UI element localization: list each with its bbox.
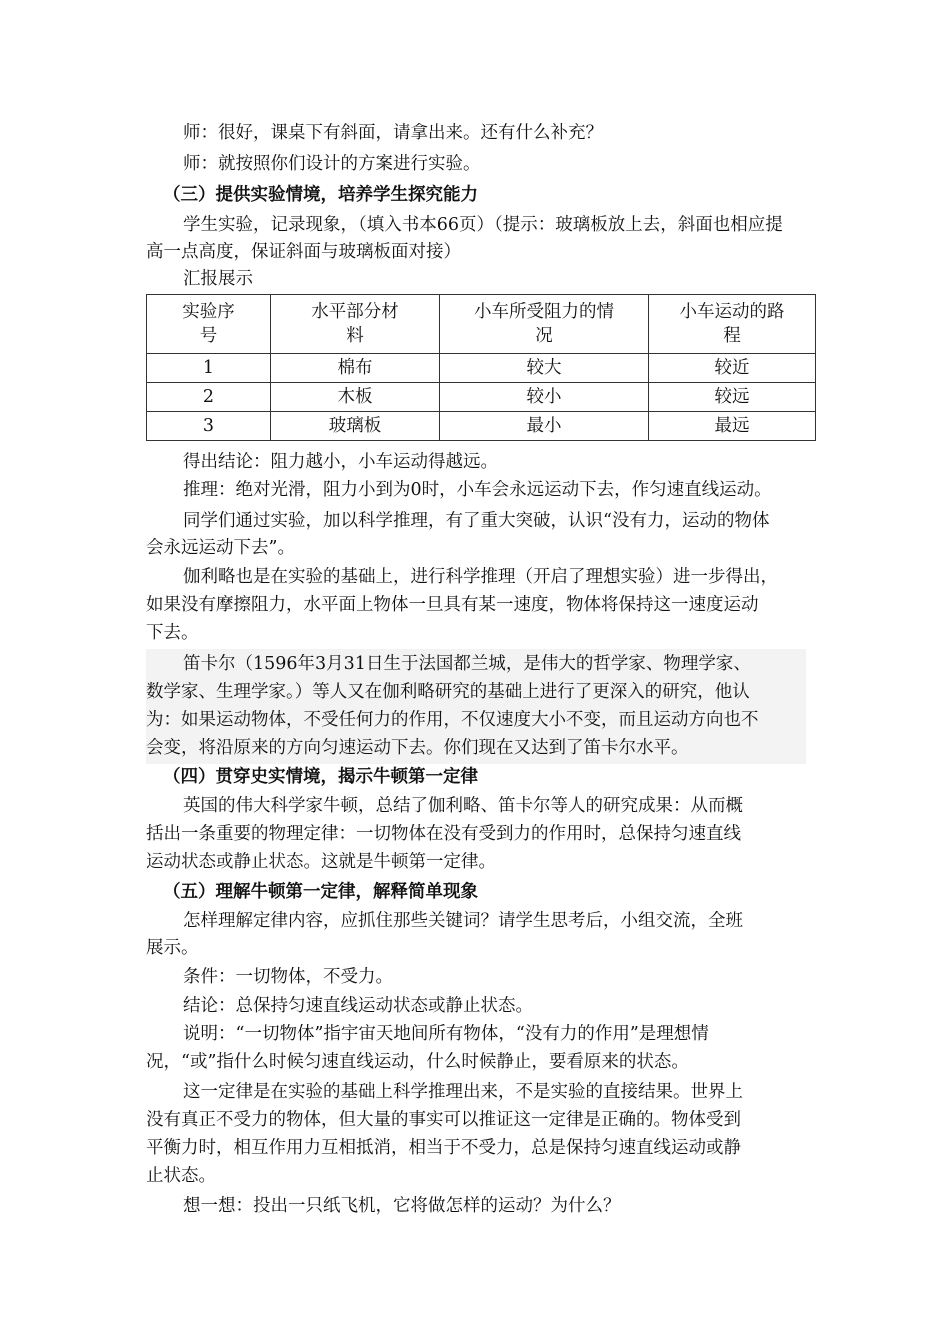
paragraph-newton-line1: 英国的伟大科学家牛顿，总结了伽利略、笛卡尔等人的研究成果：从而概: [183, 796, 743, 816]
paragraph-law-line4: 止状态。: [146, 1166, 216, 1186]
paragraph-conclusion: 得出结论：阻力越小，小车运动得越远。: [183, 452, 498, 472]
paragraph-descartes-line4: 会变，将沿原来的方向匀速运动下去。你们现在又达到了笛卡尔水平。: [146, 738, 689, 758]
table-row: [147, 383, 816, 412]
paragraph-galileo-line1: 伽利略也是在实验的基础上，进行科学推理（开启了理想实验）进一步得出，: [183, 567, 778, 587]
table-header-row: [147, 295, 816, 354]
paragraph-explanation-line1: 说明：“一切物体”指宇宙天地间所有物体，“没有力的作用”是理想情: [183, 1024, 709, 1044]
table-cell: 木板: [271, 383, 440, 412]
paragraph-teacher-instruction: 师：就按照你们设计的方案进行实验。: [183, 154, 481, 174]
paragraph-student-experiment-line2: 高一点高度，保证斜面与玻璃板面对接）: [146, 242, 461, 262]
paragraph-descartes-line1: 笛卡尔（1596年3月31日生于法国都兰城，是伟大的哲学家、物理学家、: [183, 654, 751, 674]
table-cell: 较小: [440, 383, 649, 412]
section-heading-5: （五）理解牛顿第一定律，解释简单现象: [163, 882, 478, 902]
table-row: [147, 412, 816, 441]
table-header-cell: 小车所受阻力的情 况: [440, 295, 649, 354]
paragraph-teacher-remark: 师：很好，课桌下有斜面，请拿出来。还有什么补充？: [183, 123, 603, 143]
table-header-cell: 水平部分材 料: [271, 295, 440, 354]
paragraph-descartes-line3: 为：如果运动物体，不受任何力的作用，不仅速度大小不变，而且运动方向也不: [146, 710, 759, 730]
paragraph-breakthrough-line1: 同学们通过实验，加以科学推理，有了重大突破，认识“没有力，运动的物体: [183, 511, 770, 531]
section-heading-3: （三）提供实验情境，培养学生探究能力: [163, 185, 478, 205]
paragraph-breakthrough-line2: 会永远运动下去”。: [146, 538, 295, 558]
paragraph-law-line3: 平衡力时，相互作用力互相抵消，相当于不受力，总是保持匀速直线运动或静: [146, 1138, 741, 1158]
paragraph-newton-line3: 运动状态或静止状态。这就是牛顿第一定律。: [146, 852, 496, 872]
paragraph-condition: 条件：一切物体，不受力。: [183, 967, 393, 987]
table-header-cell: 小车运动的路 程: [649, 295, 816, 354]
table-cell: 玻璃板: [271, 412, 440, 441]
table-header-cell: 实验序 号: [147, 295, 271, 354]
table-cell: 2: [147, 383, 271, 412]
paragraph-galileo-line3: 下去。: [146, 623, 199, 643]
paragraph-report: 汇报展示: [183, 269, 253, 289]
table-cell: 较大: [440, 354, 649, 383]
paragraph-result: 结论：总保持匀速直线运动状态或静止状态。: [183, 996, 533, 1016]
table-cell: 最远: [649, 412, 816, 441]
table-cell: 3: [147, 412, 271, 441]
section-heading-4: （四）贯穿史实情境，揭示牛顿第一定律: [163, 767, 478, 787]
paragraph-keywords-line2: 展示。: [146, 938, 199, 958]
experiment-table: [146, 294, 816, 441]
paragraph-galileo-line2: 如果没有摩擦阻力，水平面上物体一旦具有某一速度，物体将保持这一速度运动: [146, 595, 759, 615]
table-cell: 最小: [440, 412, 649, 441]
table-row: [147, 354, 816, 383]
table-cell: 较近: [649, 354, 816, 383]
paragraph-law-line2: 没有真正不受力的物体，但大量的事实可以推证这一定律是正确的。物体受到: [146, 1110, 741, 1130]
table-cell: 棉布: [271, 354, 440, 383]
paragraph-newton-line2: 括出一条重要的物理定律：一切物体在没有受到力的作用时，总保持匀速直线: [146, 824, 741, 844]
paragraph-inference: 推理：绝对光滑，阻力小到为0时，小车会永远运动下去，作匀速直线运动。: [183, 480, 772, 500]
table-cell: 较远: [649, 383, 816, 412]
paragraph-think: 想一想：投出一只纸飞机，它将做怎样的运动？为什么？: [183, 1196, 621, 1216]
paragraph-law-line1: 这一定律是在实验的基础上科学推理出来，不是实验的直接结果。世界上: [183, 1082, 743, 1102]
paragraph-explanation-line2: 况，“或”指什么时候匀速直线运动，什么时候静止，要看原来的状态。: [146, 1052, 689, 1072]
table-cell: 1: [147, 354, 271, 383]
paragraph-descartes-line2: 数学家、生理学家。）等人又在伽利略研究的基础上进行了更深入的研究，他认: [146, 682, 750, 702]
paragraph-student-experiment-line1: 学生实验，记录现象，（填入书本66页）（提示：玻璃板放上去，斜面也相应提: [183, 215, 783, 235]
paragraph-keywords-line1: 怎样理解定律内容，应抓住那些关键词？请学生思考后，小组交流，全班: [183, 911, 743, 931]
